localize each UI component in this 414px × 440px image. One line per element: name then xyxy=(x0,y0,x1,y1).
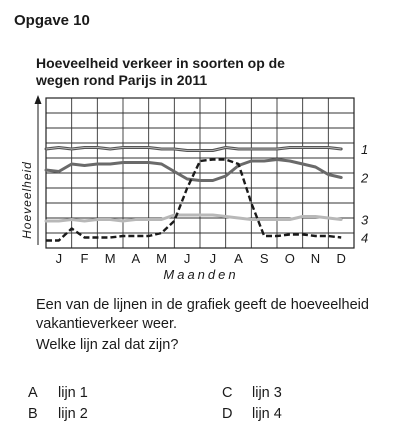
series-label-4: 4 xyxy=(361,230,369,246)
question-line-1: Een van de lijnen in de grafiek geeft de hoeveelheid xyxy=(36,297,369,313)
series-line-2 xyxy=(46,160,341,181)
y-axis-label: Hoeveelheid xyxy=(20,161,34,239)
x-tick-label: M xyxy=(156,251,167,266)
option-c-letter: C xyxy=(222,385,233,401)
x-tick-label: J xyxy=(55,251,63,266)
x-tick-label: D xyxy=(336,251,346,266)
option-d-text: lijn 4 xyxy=(252,406,282,422)
series-label-3: 3 xyxy=(361,212,369,228)
question-line-3: Welke lijn zal dat zijn? xyxy=(36,337,179,353)
exercise-heading: Opgave 10 xyxy=(14,12,90,29)
series-line-1 xyxy=(46,148,341,151)
option-c-text: lijn 3 xyxy=(252,385,282,401)
option-c[interactable] xyxy=(222,385,282,401)
traffic-line-chart xyxy=(0,88,414,288)
option-d-letter: D xyxy=(222,406,233,422)
option-a[interactable] xyxy=(28,385,88,401)
option-b-letter: B xyxy=(28,406,38,422)
option-a-letter: A xyxy=(28,385,38,401)
x-tick-label: J xyxy=(209,251,217,266)
x-axis-label: Maanden xyxy=(163,267,239,282)
option-b[interactable] xyxy=(28,406,88,422)
chart-title-line-2: wegen rond Parijs in 2011 xyxy=(36,72,208,88)
x-tick-label: O xyxy=(284,251,295,266)
option-d[interactable] xyxy=(222,406,282,422)
x-tick-label: A xyxy=(131,251,141,266)
x-tick-label: N xyxy=(310,251,321,266)
x-tick-label: S xyxy=(259,251,269,266)
y-axis-arrow-head xyxy=(35,95,42,104)
series-line-4 xyxy=(46,160,341,241)
x-tick-label: F xyxy=(80,251,89,266)
chart-series xyxy=(46,148,341,241)
x-tick-label: J xyxy=(183,251,191,266)
series-label-2: 2 xyxy=(361,170,369,186)
option-a-text: lijn 1 xyxy=(58,385,88,401)
x-tick-label: M xyxy=(104,251,116,266)
question-line-2: vakantieverkeer weer. xyxy=(36,316,178,332)
option-b-text: lijn 2 xyxy=(58,406,88,422)
x-tick-label: A xyxy=(234,251,243,266)
series-label-1: 1 xyxy=(361,142,369,157)
chart-title-line-1: Hoeveelheid verkeer in soorten op de xyxy=(36,55,285,71)
